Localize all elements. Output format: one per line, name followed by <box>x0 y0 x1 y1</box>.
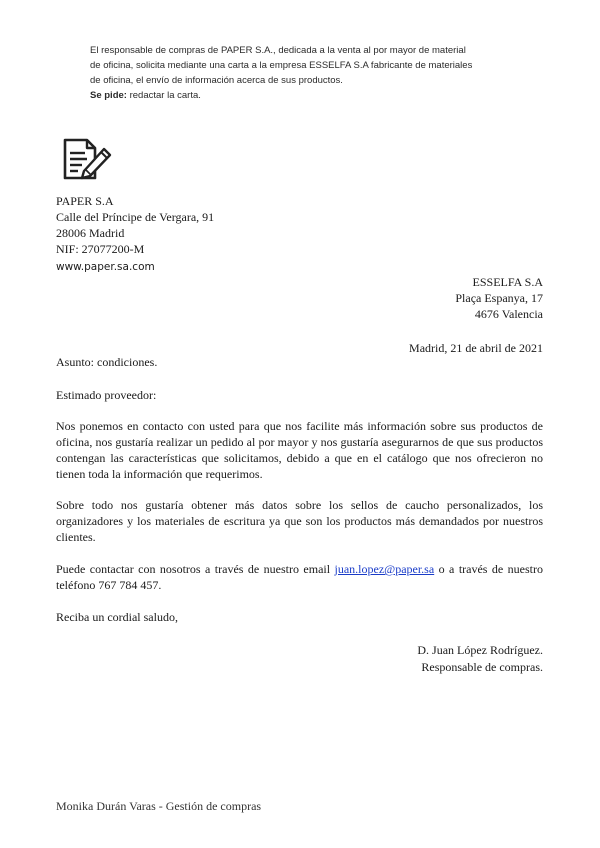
paragraph-1 <box>56 418 543 482</box>
page-footer: Monika Durán Varas - Gestión de compras <box>56 799 262 813</box>
sender-city: 28006 Madrid <box>56 226 125 240</box>
closing: Reciba un cordial saludo, <box>56 610 178 624</box>
contact-paragraph <box>56 561 543 593</box>
task-text: redactar la carta. <box>126 90 201 101</box>
recipient-city: 4676 Valencia <box>474 307 543 321</box>
paragraph-2 <box>56 497 543 545</box>
signature-block <box>417 642 543 676</box>
assignment-line: El responsable de compras de PAPER S.A., dedicada a la venta al por mayor de material <box>90 45 466 56</box>
sender-nif: NIF: 27077200-M <box>56 242 145 256</box>
assignment-line: de oficina, el envío de información acerca de sus productos. <box>90 75 343 86</box>
email-link[interactable]: juan.lopez@paper.sa <box>334 562 435 576</box>
assignment-line: de oficina, solicita mediante una carta a la empresa ESSELFA S.A fabricante de materiales <box>90 60 473 71</box>
assignment-instructions <box>90 43 510 103</box>
greeting: Estimado proveedor: <box>56 388 157 402</box>
sender-company: PAPER S.A <box>56 194 114 208</box>
signature-name: D. Juan López Rodríguez. <box>417 643 543 657</box>
signature-role: Responsable de compras. <box>421 660 543 674</box>
contact-after: o a través de nuestro teléfono 767 784 457. <box>56 562 543 592</box>
closing-block <box>56 609 543 625</box>
recipient-company: ESSELFA S.A <box>472 275 543 289</box>
recipient-address <box>455 274 543 322</box>
sender-website: www.paper.sa.com <box>56 261 155 273</box>
document-edit-icon <box>63 138 113 180</box>
sender-address <box>56 193 214 275</box>
assignment-task <box>90 88 510 103</box>
task-label: Se pide: <box>90 90 127 101</box>
paragraph-text: Nos ponemos en contacto con usted para que nos facilite más información sobre sus productos de oficina, nos gustaría realizar un pedido al por mayor y nos gustaría asegurarnos de que sus productos contengan las características que solicitamos, debido a que en el catálogo que nos ofrecieron no tienen toda la información que requerimos. <box>56 419 543 481</box>
letter-date: Madrid, 21 de abril de 2021 <box>409 341 543 355</box>
contact-text <box>56 561 543 593</box>
recipient-street: Plaça Espanya, 17 <box>455 291 543 305</box>
greeting-block <box>56 387 543 403</box>
contact-before: Puede contactar con nosotros a través de nuestro email <box>56 562 335 576</box>
subject: Asunto: condiciones. <box>56 355 158 369</box>
sender-street: Calle del Príncipe de Vergara, 91 <box>56 210 215 224</box>
paragraph-text: Sobre todo nos gustaría obtener más datos sobre los sellos de caucho personalizados, los organizadores y los materiales de escritura ya que son los productos más demandados por nuestros clientes. <box>56 498 543 544</box>
subject-line <box>56 354 543 370</box>
